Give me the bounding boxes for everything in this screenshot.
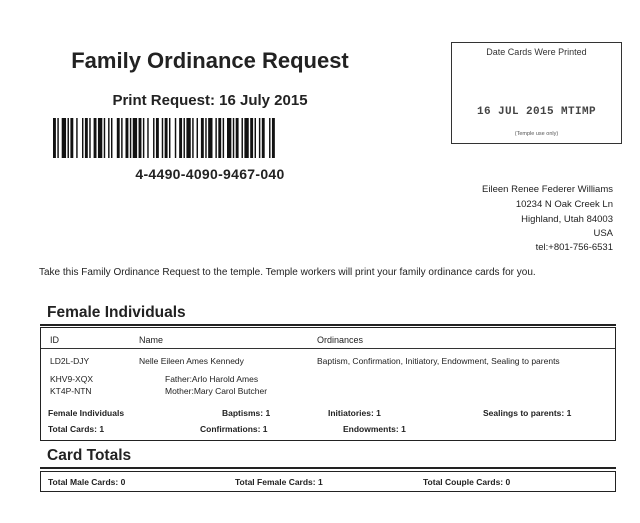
barcode-number: 4-4490-4090-9467-040	[135, 166, 285, 182]
barcode-bar	[153, 118, 154, 158]
barcode-bar	[162, 118, 163, 158]
print-request-date: Print Request: 16 July 2015	[112, 92, 308, 109]
summary-endowments: Endowments: 1	[343, 424, 406, 434]
barcode-bar	[272, 118, 275, 158]
barcode-bar	[255, 118, 256, 158]
barcode-bar	[121, 118, 122, 158]
card-totals-box	[40, 471, 616, 492]
barcode-bar	[201, 118, 204, 158]
barcode-bar	[94, 118, 97, 158]
header-ordinances: Ordinances	[317, 335, 364, 345]
individual-id: LD2L-DJY	[50, 356, 90, 366]
barcode-bar	[192, 118, 193, 158]
barcode-bar	[208, 118, 212, 158]
date-printed-box	[451, 42, 622, 144]
barcode-bar	[215, 118, 216, 158]
address-name: Eileen Renee Federer Williams	[482, 184, 613, 195]
barcode-bar	[139, 118, 142, 158]
barcode-bar	[76, 118, 77, 158]
barcode-bar	[169, 118, 170, 158]
individual-ordinances: Baptism, Confirmation, Initiatory, Endowment, Sealing to parents	[317, 356, 560, 366]
female-section-title: Female Individuals	[47, 304, 186, 321]
barcode-bar	[57, 118, 58, 158]
address-city: Highland, Utah 84003	[521, 214, 613, 225]
individual-name: Nelle Eileen Ames Kennedy	[139, 356, 244, 366]
barcode-bar	[186, 118, 190, 158]
barcode-bar	[108, 118, 109, 158]
barcode-bar	[218, 118, 221, 158]
barcode-bar	[236, 118, 239, 158]
barcode-bar	[269, 118, 270, 158]
summary-sealings: Sealings to parents: 1	[483, 408, 572, 418]
section-divider	[40, 324, 616, 326]
header-name: Name	[139, 335, 164, 345]
mother-id: KT4P-NTN	[50, 386, 92, 396]
card-totals-title: Card Totals	[47, 447, 132, 464]
barcode-bar	[244, 118, 248, 158]
barcode-bar	[179, 118, 182, 158]
summary-label: Female Individuals	[48, 408, 125, 418]
total-male-cards: Total Male Cards: 0	[48, 477, 126, 487]
barcode-bar	[223, 118, 224, 158]
barcode-bar	[89, 118, 90, 158]
header-id: ID	[50, 335, 59, 345]
barcode-bar	[227, 118, 231, 158]
barcode-bar	[184, 118, 185, 158]
father-id: KHV9-XQX	[50, 374, 93, 384]
barcode-bar	[259, 118, 260, 158]
barcode-bar	[82, 118, 83, 158]
instructions-text: Take this Family Ordinance Request to the temple. Temple workers will print your family ordinance cards for you.	[39, 267, 536, 278]
total-female-cards: Total Female Cards: 1	[235, 477, 323, 487]
barcode-bar	[98, 118, 102, 158]
barcode-bar	[205, 118, 206, 158]
barcode-bar	[130, 118, 131, 158]
summary-confirmations: Confirmations: 1	[200, 424, 268, 434]
mother-name: Mother:Mary Carol Butcher	[165, 386, 268, 396]
barcode-bar	[242, 118, 243, 158]
total-couple-cards: Total Couple Cards: 0	[423, 477, 511, 487]
address-country: USA	[593, 228, 613, 239]
barcode-bar	[53, 118, 56, 158]
section-divider	[40, 467, 616, 469]
header-divider	[41, 348, 615, 349]
barcode-bar	[117, 118, 120, 158]
barcode-bar	[133, 118, 137, 158]
barcode-bar	[62, 118, 66, 158]
summary-total-cards: Total Cards: 1	[48, 424, 105, 434]
barcode-bar	[233, 118, 234, 158]
barcode-bar	[165, 118, 168, 158]
temple-use-note: (Temple use only)	[514, 131, 559, 137]
barcode-bar	[104, 118, 105, 158]
summary-initiatories: Initiatories: 1	[328, 408, 381, 418]
date-stamp: 16 JUL 2015 MTIMP	[476, 106, 597, 118]
barcode-bar	[143, 118, 144, 158]
female-individuals-table	[40, 327, 616, 441]
father-name: Father:Arlo Harold Ames	[165, 374, 259, 384]
document-title: Family Ordinance Request	[71, 48, 349, 73]
barcode-bar	[70, 118, 73, 158]
barcode-bar	[147, 118, 148, 158]
date-printed-label: Date Cards Were Printed	[486, 47, 587, 57]
barcode-bar	[85, 118, 88, 158]
address-phone: tel:+801-756-6531	[535, 242, 613, 253]
barcode-bar	[262, 118, 265, 158]
barcode-bar	[175, 118, 176, 158]
barcode-bar	[68, 118, 69, 158]
summary-baptisms: Baptisms: 1	[222, 408, 271, 418]
address-street: 10234 N Oak Creek Ln	[515, 199, 613, 210]
barcode-bar	[126, 118, 129, 158]
barcode-bar	[111, 118, 112, 158]
barcode-bar	[250, 118, 253, 158]
barcode-bar	[197, 118, 198, 158]
barcode-bar	[156, 118, 159, 158]
barcode	[53, 118, 355, 158]
